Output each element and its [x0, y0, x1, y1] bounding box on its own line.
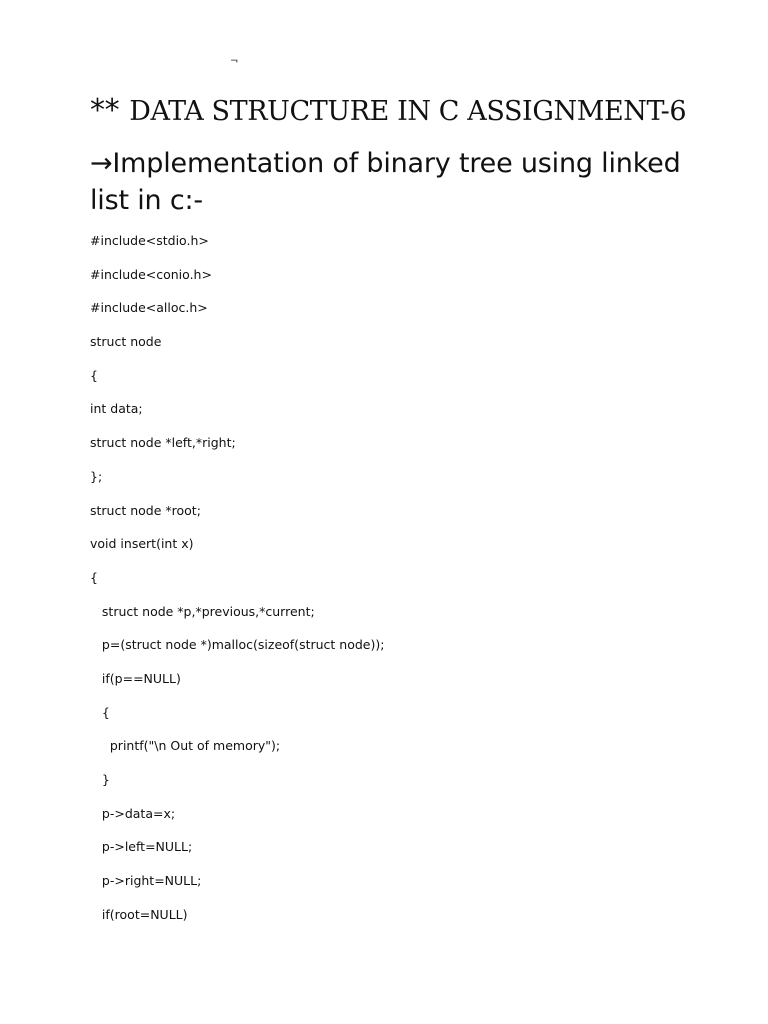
code-line: p->right=NULL;: [90, 873, 202, 889]
code-line: };: [90, 468, 103, 484]
code-line: int data;: [90, 401, 143, 417]
code-line: #include<alloc.h>: [90, 300, 208, 316]
code-line: #include<stdio.h>: [90, 233, 209, 248]
code-line: }: [90, 772, 110, 787]
code-line: p->data=x;: [90, 805, 176, 821]
heading-stars: **: [90, 93, 120, 128]
code-line: struct node *left,*right;: [90, 435, 236, 451]
code-line: {: [90, 367, 98, 383]
assignment-title: [90, 93, 686, 130]
code-line: printf("\n Out of memory");: [90, 738, 281, 754]
code-listing: [90, 228, 384, 935]
code-line: p->left=NULL;: [90, 839, 193, 855]
code-line: p=(struct node *)malloc(sizeof(struct node));: [90, 637, 385, 653]
code-line: struct node: [90, 334, 162, 350]
code-line: {: [90, 704, 110, 720]
code-line: #include<conio.h>: [90, 266, 212, 282]
code-line: struct node *root;: [90, 502, 201, 518]
code-line: void insert(int x): [90, 536, 194, 552]
code-line: {: [90, 569, 98, 585]
assignment-title-text: DATA STRUCTURE IN C ASSIGNMENT-6: [129, 96, 687, 127]
code-line: struct node *p,*previous,*current;: [90, 603, 315, 619]
code-line: if(root=NULL): [90, 906, 188, 922]
code-line: if(p==NULL): [90, 670, 181, 686]
topic-heading: →Implementation of binary tree using linked list in c:-: [90, 148, 681, 216]
stray-mark: ¬: [230, 56, 239, 67]
